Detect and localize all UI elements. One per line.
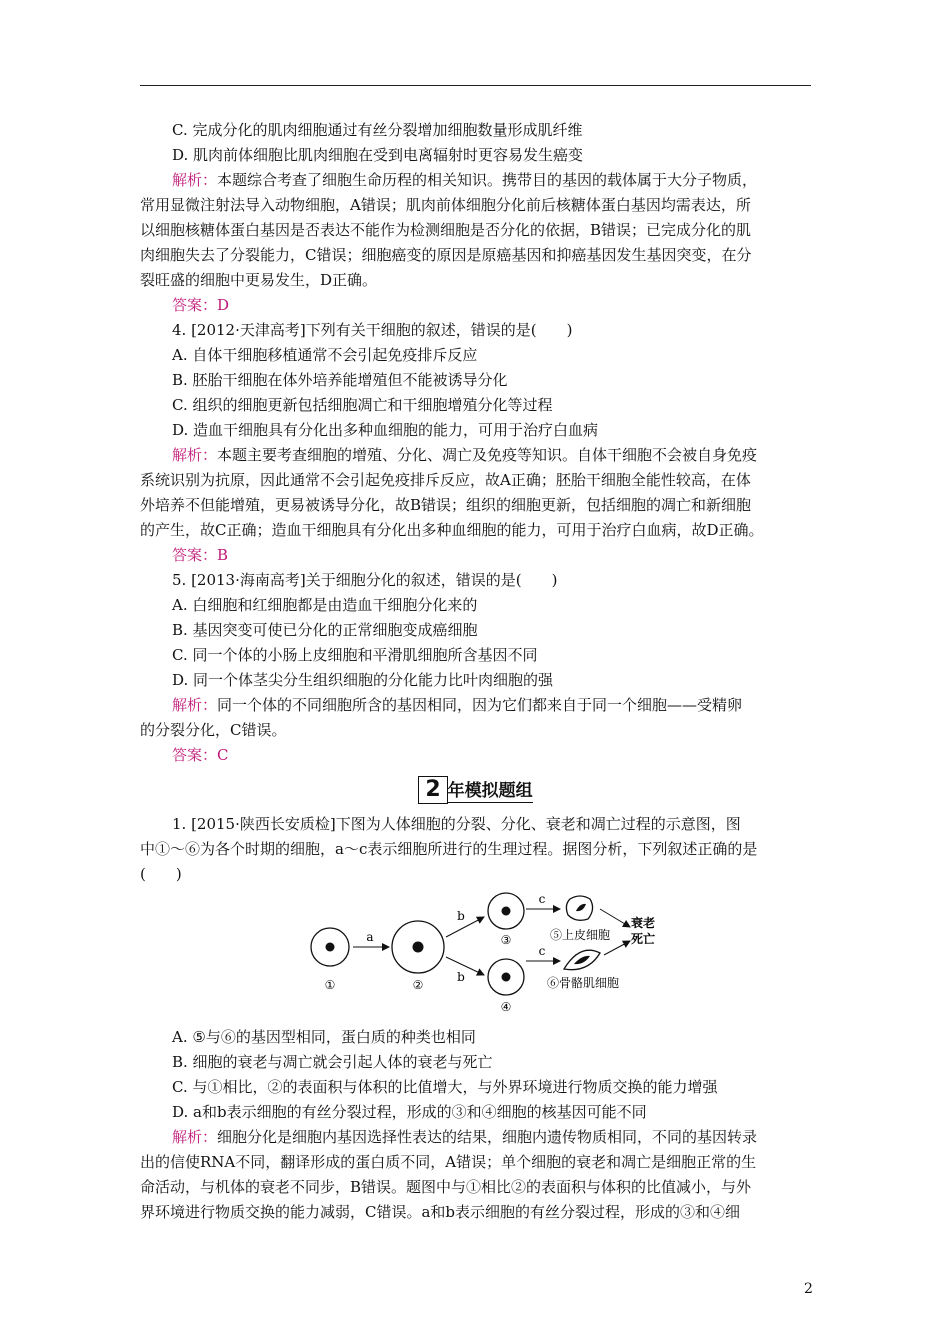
- cell-5-nucleus: [576, 904, 586, 911]
- option-line: B. 胚胎干细胞在体外培养能增殖但不能被诱导分化: [172, 371, 508, 389]
- explanation-line: 的产生，故C正确；造血干细胞具有分化出多种血细胞的能力，可用于治疗白血病，故D正确。: [140, 521, 764, 539]
- arrow-to-end-down: [604, 941, 630, 955]
- option-line: A. 白细胞和红细胞都是由造血干细胞分化来的: [172, 596, 478, 614]
- option-line: C. 同一个体的小肠上皮细胞和平滑肌细胞所含基因不同: [172, 646, 538, 664]
- explanation-line: 界环境进行物质交换的能力减弱，C错误。a和b表示细胞的有丝分裂过程，形成的③和④细: [140, 1203, 741, 1221]
- explanation-line: 裂旺盛的细胞中更易发生，D正确。: [140, 271, 378, 289]
- cell-5-label: ⑤上皮细胞: [549, 928, 611, 942]
- arrow-to-end-up: [600, 909, 630, 927]
- question-stem: 5. [2013·海南高考]关于细胞分化的叙述，错误的是( ): [172, 571, 558, 589]
- option-line: A. 自体干细胞移植通常不会引起免疫排斥反应: [172, 346, 478, 364]
- cell-6-label: ⑥骨骼肌细胞: [546, 976, 620, 990]
- arrow-c-down-label: c: [538, 944, 546, 958]
- answer: 答案：C: [172, 746, 229, 764]
- option-line: D. a和b表示细胞的有丝分裂过程，形成的③和④细胞的核基因可能不同: [172, 1103, 647, 1121]
- explanation-line: 的分裂分化，C错误。: [140, 721, 287, 739]
- arrow-b-up-label: b: [457, 909, 465, 923]
- explanation-line: 命活动，与机体的衰老不同步，B错误。题图中与①相比②的表面积与体积的比值减小，与外: [140, 1178, 752, 1196]
- cell-1-label: ①: [324, 978, 336, 992]
- explanation-line: 系统识别为抗原，因此通常不会引起免疫排斥反应，故A正确；胚胎干细胞全能性较高，在体: [140, 471, 751, 489]
- cell-diagram-svg: [308, 889, 656, 1017]
- page-body: [140, 118, 811, 1225]
- end-label-2: 死亡: [631, 932, 656, 946]
- page-number: 2: [804, 1281, 813, 1297]
- section-number: 2: [418, 776, 447, 804]
- explanation-label: 解析：: [172, 446, 218, 464]
- arrow-c-up-label: c: [538, 892, 546, 906]
- explanation-line: 出的信使RNA不同，翻译形成的蛋白质不同，A错误；单个细胞的衰老和凋亡是细胞正常的生: [140, 1153, 757, 1171]
- cell-4-nucleus: [502, 973, 511, 982]
- cell-1-nucleus: [326, 943, 335, 952]
- explanation-label: 解析：: [172, 1128, 218, 1146]
- arrow-b-down: [446, 957, 484, 975]
- explanation-label: 解析：: [172, 696, 218, 714]
- arrow-b-down-label: b: [457, 970, 465, 984]
- option-line: C. 完成分化的肌肉细胞通过有丝分裂增加细胞数量形成肌纤维: [172, 121, 583, 139]
- arrow-b-up: [446, 917, 484, 937]
- question-stem: 1. [2015·陕西长安质检]下图为人体细胞的分裂、分化、衰老和凋亡过程的示意图，图: [172, 815, 741, 833]
- cell-2-label: ②: [412, 978, 424, 992]
- question-stem: 4. [2012·天津高考]下列有关干细胞的叙述，错误的是( ): [172, 321, 573, 339]
- cell-3-nucleus: [502, 907, 511, 916]
- question-stem-line: 中①～⑥为各个时期的细胞，a～c表示细胞所进行的生理过程。据图分析，下列叙述正确的是: [140, 840, 758, 858]
- explanation-line: 肉细胞失去了分裂能力，C错误；细胞癌变的原因是原癌基因和抑癌基因发生基因突变，在分: [140, 246, 752, 264]
- cell-4-label: ④: [500, 1000, 512, 1014]
- explanation-label: 解析：: [172, 171, 218, 189]
- option-line: A. ⑤与⑥的基因型相同，蛋白质的种类也相同: [172, 1028, 476, 1046]
- cell-2-nucleus: [413, 942, 424, 953]
- explanation-line: 外培养不但能增殖，更易被诱导分化，故B错误；组织的细胞更新，包括细胞的凋亡和新细胞: [140, 496, 752, 514]
- cell-3-label: ③: [500, 933, 512, 947]
- end-label-1: 衰老: [631, 916, 656, 930]
- answer: 答案：B: [172, 546, 229, 564]
- question-stem-line: ( ): [140, 865, 182, 883]
- option-line: C. 组织的细胞更新包括细胞凋亡和干细胞增殖分化等过程: [172, 396, 553, 414]
- explanation: 解析：同一个体的不同细胞所含的基因相同，因为它们都来自于同一个细胞——受精卵: [172, 696, 743, 714]
- option-line: D. 同一个体茎尖分生组织细胞的分化能力比叶肉细胞的强: [172, 671, 554, 689]
- explanation-line: 以细胞核糖体蛋白基因是否表达不能作为检测细胞是否分化的依据，B错误；已完成分化的肌: [140, 221, 752, 239]
- option-line: D. 造血干细胞具有分化出多种血细胞的能力，可用于治疗白血病: [172, 421, 599, 439]
- cell-diagram: [140, 889, 811, 1019]
- arrow-a-label: a: [366, 930, 374, 944]
- option-line: B. 细胞的衰老与凋亡就会引起人体的衰老与死亡: [172, 1053, 493, 1071]
- option-line: D. 肌肉前体细胞比肌肉细胞在受到电离辐射时更容易发生癌变: [172, 146, 584, 164]
- explanation: 解析：细胞分化是细胞内基因选择性表达的结果，细胞内遗传物质相同，不同的基因转录: [172, 1128, 758, 1146]
- answer: 答案：D: [172, 296, 230, 314]
- header-rule: [140, 85, 811, 86]
- explanation: 解析：本题综合考查了细胞生命历程的相关知识。携带目的基因的载体属于大分子物质，: [172, 171, 758, 189]
- section-heading: [140, 776, 811, 806]
- explanation: 解析：本题主要考查细胞的增殖、分化、凋亡及免疫等知识。自体干细胞不会被自身免疫: [172, 446, 758, 464]
- option-line: B. 基因突变可使已分化的正常细胞变成癌细胞: [172, 621, 478, 639]
- section-title: 年模拟题组: [447, 781, 533, 801]
- option-line: C. 与①相比，②的表面积与体积的比值增大，与外界环境进行物质交换的能力增强: [172, 1078, 718, 1096]
- explanation-line: 常用显微注射法导入动物细胞，A错误；肌肉前体细胞分化前后核糖体蛋白基因均需表达，所: [140, 196, 751, 214]
- cell-6-nucleus: [574, 956, 590, 964]
